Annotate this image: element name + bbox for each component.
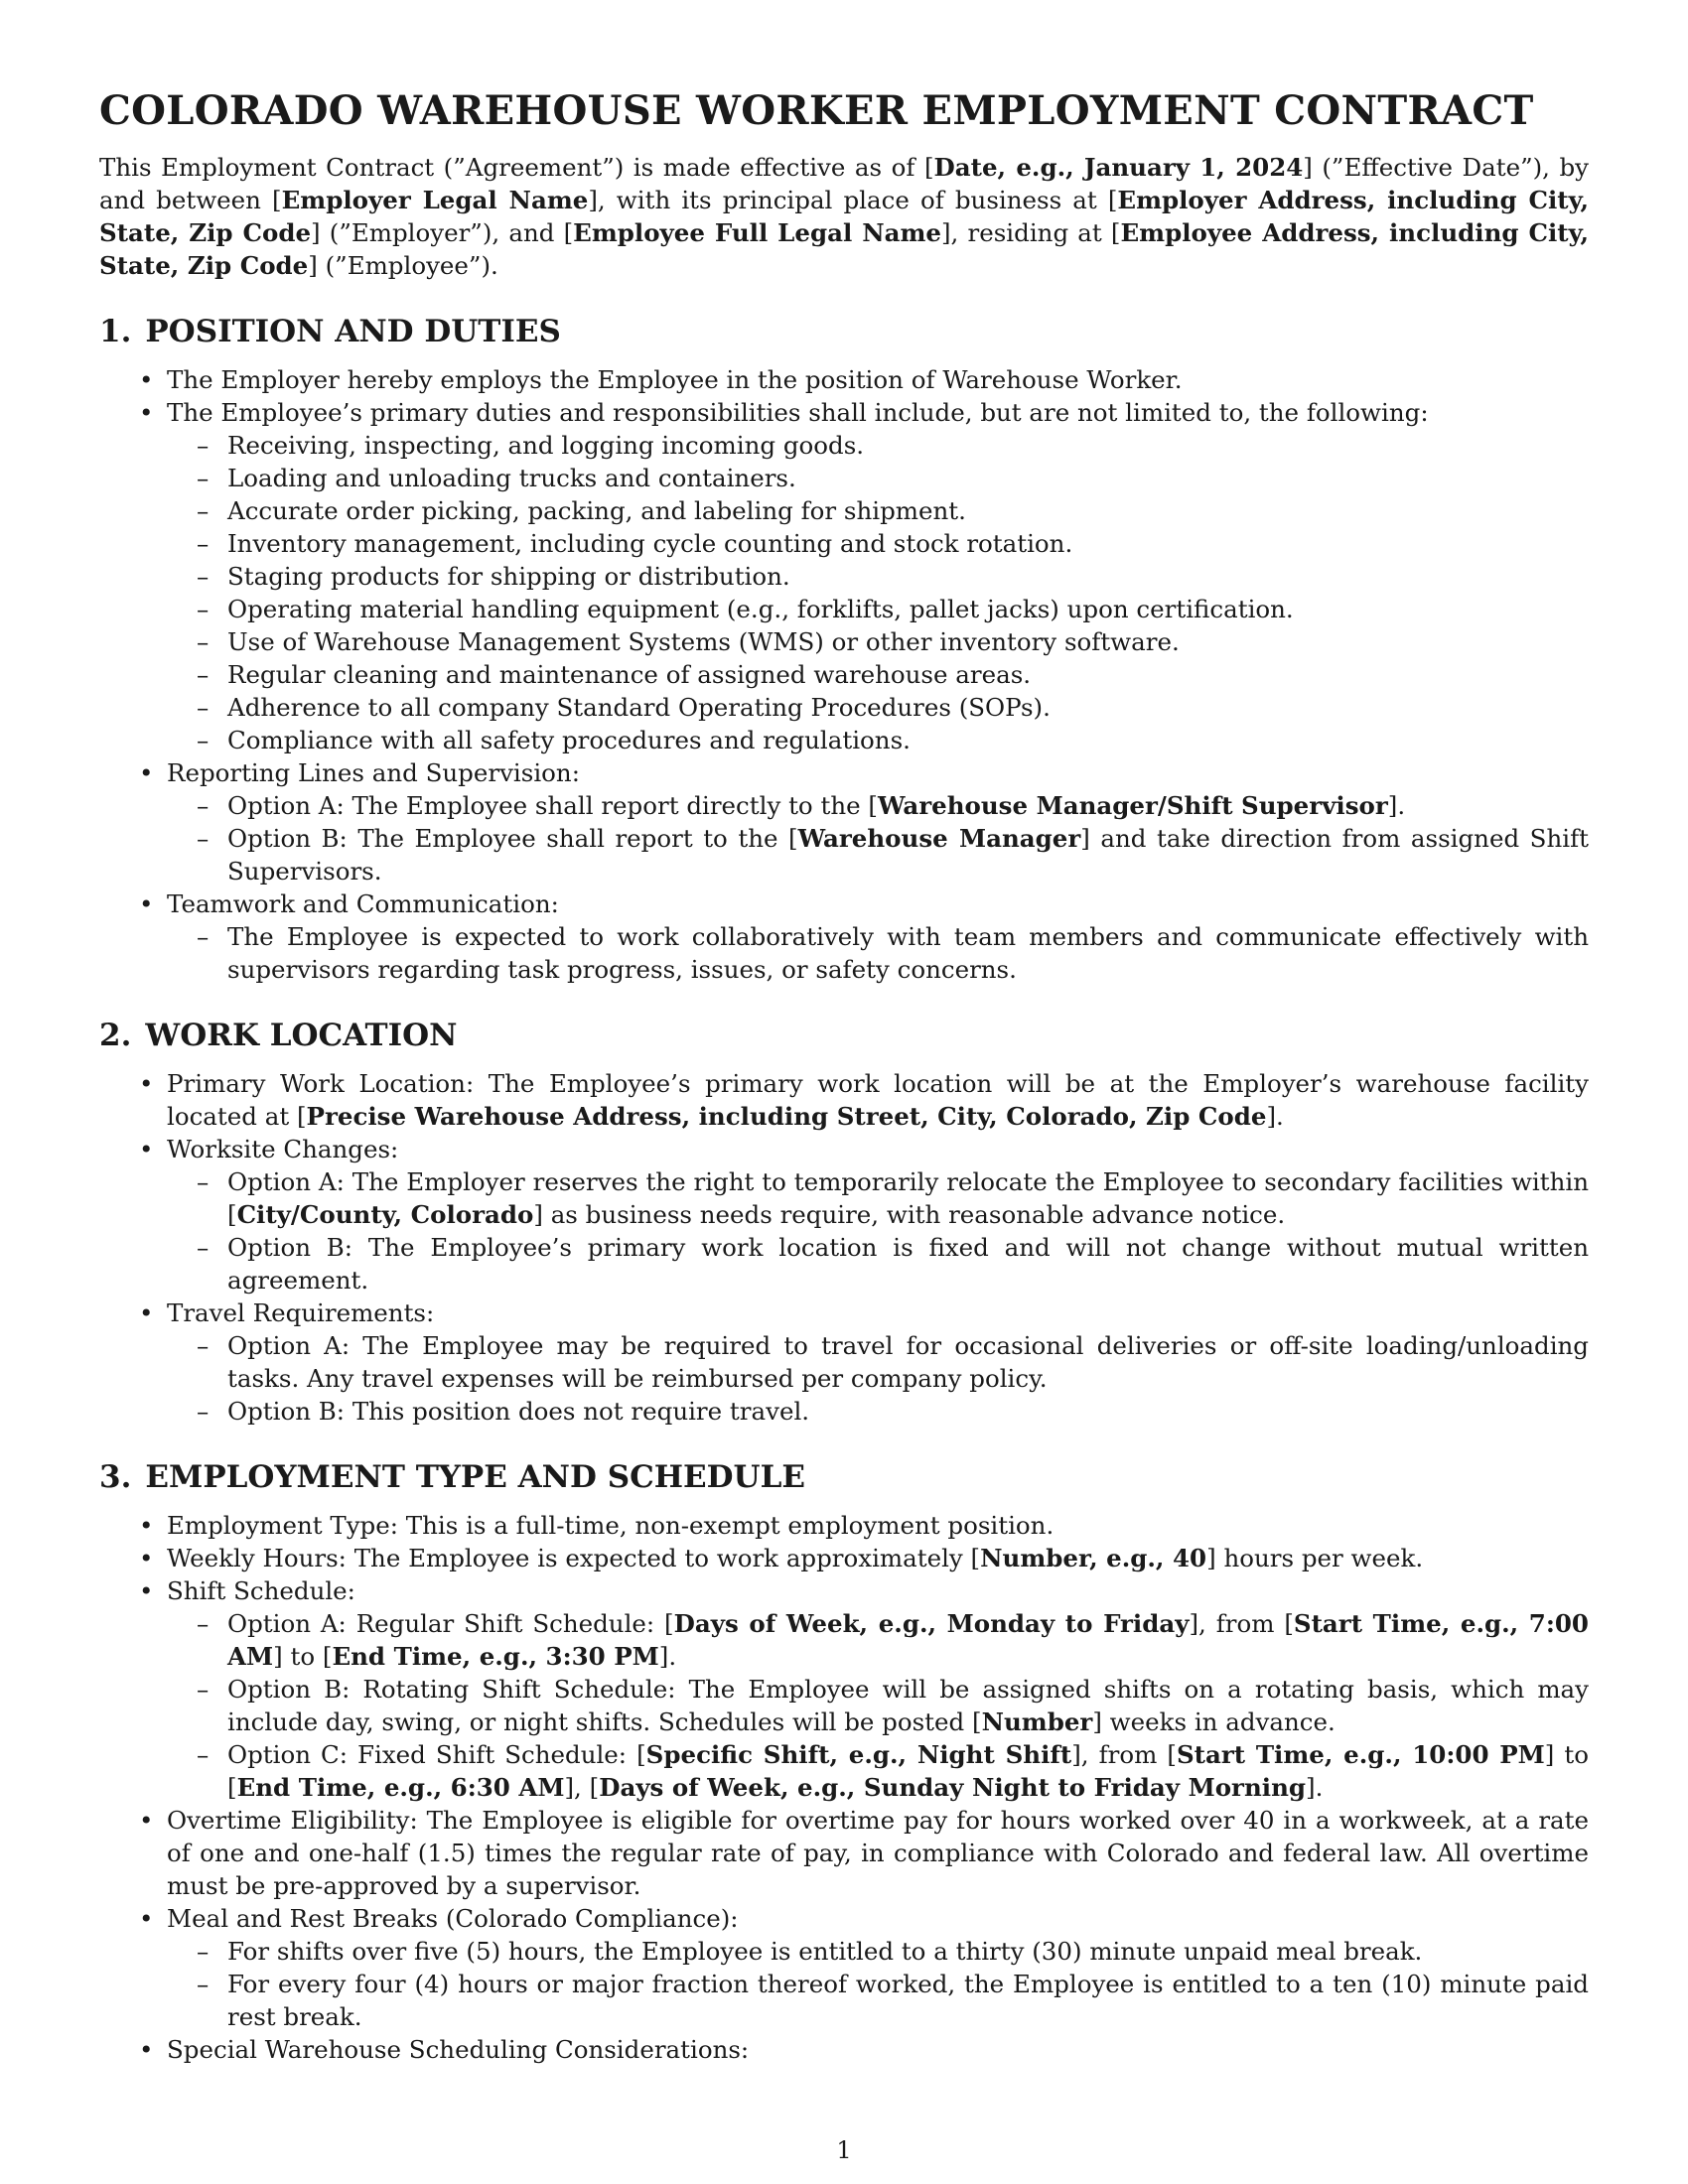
section-number: 1.	[99, 314, 132, 349]
duty-item: – Compliance with all safety procedures and regulations.	[167, 724, 1589, 756]
option-item: – Option B: The Employee’s primary work location is fixed and will not change without mutual written agreement.	[167, 1231, 1589, 1297]
option-text: ].	[658, 1642, 677, 1671]
list-item	[99, 396, 1589, 756]
list-item	[99, 1067, 1589, 1133]
position-duties-list	[99, 363, 1589, 986]
option-item	[167, 1738, 1589, 1804]
option-item	[167, 1607, 1589, 1673]
location-text: ].	[1266, 1102, 1284, 1131]
option-text: ] to [	[227, 1740, 1589, 1802]
list-item: • Special Warehouse Scheduling Considerations:	[99, 2033, 1589, 2066]
placeholder-employer-name: Employer Legal Name	[281, 186, 589, 214]
section-heading-employment-schedule	[99, 1457, 1589, 1497]
reporting-sublist	[167, 789, 1589, 887]
placeholder-weeks: Number	[981, 1707, 1093, 1736]
teamwork-heading: Teamwork and Communication:	[167, 889, 559, 918]
intro-text: This Employment Contract (”Agreement”) is made effective as of [	[99, 153, 934, 182]
option-text: Option B: The Employee shall report to the [	[227, 824, 798, 853]
option-text: ].	[1306, 1773, 1324, 1802]
list-item	[99, 1297, 1589, 1428]
section-title: EMPLOYMENT TYPE AND SCHEDULE	[145, 1459, 806, 1495]
hours-text: ] hours per week.	[1206, 1544, 1424, 1572]
section-title: POSITION AND DUTIES	[145, 314, 561, 349]
duty-item: – Operating material handling equipment (e.g., forklifts, pallet jacks) upon certification.	[167, 593, 1589, 625]
duty-item: – Use of Warehouse Management Systems (WMS) or other inventory software.	[167, 625, 1589, 658]
placeholder-start-time: Start Time, e.g., 7:00 AM	[227, 1609, 1589, 1671]
option-item: – The Employee is expected to work collaboratively with team members and communicate effectively with supervisors regarding task progress, issues, or safety concerns.	[167, 920, 1589, 986]
duties-intro: The Employee’s primary duties and responsibilities shall include, but are not limited to, the following:	[167, 398, 1429, 427]
document-page	[99, 0, 1589, 2184]
intro-text: ] (”Employer”), and [	[311, 218, 574, 247]
option-text: ] and take direction from assigned Shift Supervisors.	[227, 824, 1589, 886]
placeholder-date: Date, e.g., January 1, 2024	[933, 153, 1304, 182]
option-text: ] as business needs require, with reasonable advance notice.	[533, 1200, 1286, 1229]
breaks-sublist	[167, 1935, 1589, 2033]
travel-sublist	[167, 1329, 1589, 1428]
section-heading-work-location	[99, 1016, 1589, 1055]
placeholder-end-time: End Time, e.g., 6:30 AM	[236, 1773, 565, 1802]
placeholder-supervisor: Warehouse Manager/Shift Supervisor	[877, 791, 1388, 820]
placeholder-city-county: City/County, Colorado	[236, 1200, 534, 1229]
list-item	[99, 756, 1589, 887]
placeholder-employer-address: Employer Address, including City, State, Zip Code	[99, 186, 1590, 247]
option-item: – For shifts over five (5) hours, the Employee is entitled to a thirty (30) minute unpaid meal break.	[167, 1935, 1589, 1968]
list-item: • Overtime Eligibility: The Employee is eligible for overtime pay for hours worked over 40 in a workweek, at a rate of one and one-half (1.5) times the regular rate of pay, in compliance with Colorado and federal law. All overtime must be pre-approved by a supervisor.	[99, 1804, 1589, 1902]
placeholder-hours: Number, e.g., 40	[980, 1544, 1207, 1572]
location-text: Primary Work Location: The Employee’s primary work location will be at the Employer’s warehouse facility located at [	[167, 1069, 1589, 1131]
reporting-heading: Reporting Lines and Supervision:	[167, 758, 580, 787]
option-text: ], from [	[1189, 1609, 1294, 1638]
intro-paragraph	[99, 151, 1589, 282]
intro-text: ], with its principal place of business at [	[588, 186, 1118, 214]
duty-item: – Staging products for shipping or distribution.	[167, 560, 1589, 593]
option-text: Option A: The Employee shall report directly to the [	[227, 791, 878, 820]
worksite-heading: Worksite Changes:	[167, 1135, 399, 1163]
list-item	[99, 887, 1589, 986]
option-text: ], [	[564, 1773, 600, 1802]
hours-text: Weekly Hours: The Employee is expected to work approximately [	[167, 1544, 981, 1572]
option-text: ] to [	[273, 1642, 333, 1671]
placeholder-end-time: End Time, e.g., 3:30 PM	[332, 1642, 659, 1671]
placeholder-days: Days of Week, e.g., Monday to Friday	[673, 1609, 1190, 1638]
list-item: • The Employer hereby employs the Employee in the position of Warehouse Worker.	[99, 363, 1589, 396]
placeholder-specific-shift: Specific Shift, e.g., Night Shift	[645, 1740, 1072, 1769]
section-number: 2.	[99, 1018, 132, 1053]
placeholder-employee-address: Employee Address, including City, State, Zip Code	[99, 218, 1589, 280]
duty-item: – Inventory management, including cycle counting and stock rotation.	[167, 527, 1589, 560]
shift-heading: Shift Schedule:	[167, 1576, 355, 1605]
duty-item: – Regular cleaning and maintenance of assigned warehouse areas.	[167, 658, 1589, 691]
placeholder-days: Days of Week, e.g., Sunday Night to Friday Morning	[599, 1773, 1307, 1802]
option-text: Option C: Fixed Shift Schedule: [	[227, 1740, 646, 1769]
option-item	[167, 1673, 1589, 1738]
list-item	[99, 1902, 1589, 2033]
intro-text: ], residing at [	[941, 218, 1121, 247]
employment-schedule-list	[99, 1509, 1589, 2066]
placeholder-employee-name: Employee Full Legal Name	[573, 218, 941, 247]
option-item: – For every four (4) hours or major fraction thereof worked, the Employee is entitled to a ten (10) minute paid rest break.	[167, 1968, 1589, 2033]
option-text: Option A: Regular Shift Schedule: [	[227, 1609, 674, 1638]
option-text: ] weeks in advance.	[1092, 1707, 1336, 1736]
list-item	[99, 1574, 1589, 1804]
option-text: ], from [	[1071, 1740, 1177, 1769]
section-number: 3.	[99, 1459, 132, 1495]
option-item	[167, 822, 1589, 887]
document-title: COLORADO WAREHOUSE WORKER EMPLOYMENT CONTRACT	[99, 87, 1534, 134]
duty-item: – Accurate order picking, packing, and labeling for shipment.	[167, 494, 1589, 527]
teamwork-sublist	[167, 920, 1589, 986]
option-item	[167, 1165, 1589, 1231]
work-location-list	[99, 1067, 1589, 1428]
option-item	[167, 789, 1589, 822]
option-text: Option B: Rotating Shift Schedule: The Employee will be assigned shifts on a rotating basis, which may include day, swing, or night shifts. Schedules will be posted [	[227, 1675, 1589, 1736]
duty-item: – Receiving, inspecting, and logging incoming goods.	[167, 429, 1589, 462]
intro-text: ] (”Effective Date”), by and between [	[99, 153, 1590, 214]
option-text: ].	[1387, 791, 1406, 820]
intro-text: ] (”Employee”).	[308, 251, 498, 280]
list-item	[99, 1133, 1589, 1297]
shift-sublist	[167, 1607, 1589, 1804]
travel-heading: Travel Requirements:	[167, 1298, 435, 1327]
list-item	[99, 1542, 1589, 1574]
worksite-sublist	[167, 1165, 1589, 1297]
placeholder-warehouse-address: Precise Warehouse Address, including Street, City, Colorado, Zip Code	[306, 1102, 1267, 1131]
duties-sublist	[167, 429, 1589, 756]
list-item: • Employment Type: This is a full-time, non-exempt employment position.	[99, 1509, 1589, 1542]
option-text: Option A: The Employer reserves the right to temporarily relocate the Employee to secondary facilities within [	[227, 1167, 1589, 1229]
placeholder-start-time: Start Time, e.g., 10:00 PM	[1176, 1740, 1545, 1769]
duty-item: – Adherence to all company Standard Operating Procedures (SOPs).	[167, 691, 1589, 724]
breaks-heading: Meal and Rest Breaks (Colorado Compliance):	[167, 1904, 739, 1933]
option-item: – Option B: This position does not require travel.	[167, 1395, 1589, 1428]
option-item: – Option A: The Employee may be required to travel for occasional deliveries or off-site loading/unloading tasks. Any travel expenses will be reimbursed per company policy.	[167, 1329, 1589, 1395]
page-number: 1	[836, 2136, 852, 2164]
section-title: WORK LOCATION	[145, 1018, 458, 1053]
placeholder-manager: Warehouse Manager	[797, 824, 1081, 853]
section-heading-position-duties	[99, 312, 1589, 351]
duty-item: – Loading and unloading trucks and containers.	[167, 462, 1589, 494]
